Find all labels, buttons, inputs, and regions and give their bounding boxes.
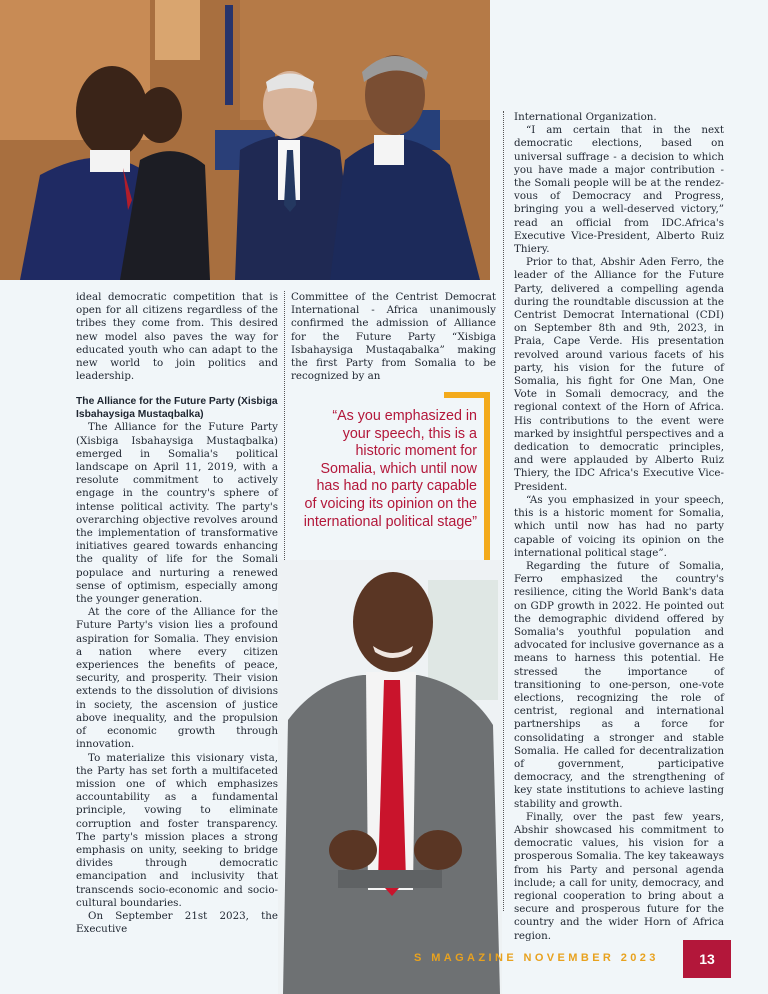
- body-paragraph: International Organization.: [514, 111, 657, 123]
- body-paragraph: Regarding the future of Somalia, Ferro emphasized the country's resilience, citing the World Bank's data on GDP growth in 2022. He pointed out the demographic dividend offered by Somalia's youthful population and advocated for inclusive governance as a means to harness this potential. He stressed the importance of transitioning to one-person, one-vote elections, recognizing the role of centrist, regional and international partnerships as a force for consolidating a stronger and stable Somalia. He called for decentralization of government, participative democracy, and the strengthening of key state institutions to achieve lasting stability and growth.: [514, 559, 724, 810]
- body-paragraph: To materialize this visionary vista, the Party has set forth a multifaceted mission one of which emphasizes accountability as a fundamental principle, vowing to eliminate corruption and foster transparency. The party's mission places a strong emphasis on unity, seeking to bridge divides through democratic emancipation and inclusivity that transcends socio-economic and socio-cultural boundaries.: [76, 751, 278, 909]
- magazine-footer: S MAGAZINE NOVEMBER 2023: [414, 952, 659, 964]
- pull-quote: “As you emphasized in your speech, this is a historic moment for Somalia, which until now has had no party capable of voicing its opinion on the international political stage”: [303, 408, 477, 530]
- body-paragraph: Prior to that, Abshir Aden Ferro, the leader of the Alliance for the Future Party, delivered a compelling agenda during the roundtable discussion at the Centrist Democrat International (CDI) on September 8th and 9th, 2023, in Praia, Cape Verde. His presentation revolved around various facets of his party, his vision for the future of Somalia, his fight for One Man, One Vote in Somali democracy, and the regional context of the Horn of Africa. His contributions to the event were marked by insightful perspectives and a dedication to democratic principles, and were applauded by Alberto Ruiz Thiery, the IDC Africa's Executive Vice-President.: [514, 256, 724, 493]
- column-divider: [503, 111, 504, 911]
- intro-paragraph: ideal democratic competition that is open for all citizens regardless of the tribes they come from. This desired new model also paves the way for educated youth who can adapt to the new world to join politics and leadership.: [76, 291, 278, 383]
- column-left: [76, 291, 278, 936]
- column-middle: [291, 291, 496, 383]
- body-paragraph: The Alliance for the Future Party (Xisbiga Isbahaysiga Mustaqbalka) emerged in Somalia's political landscape on April 11, 2019, with a resolute commitment to actively engage in the country's sphere of intense political activity. The party's overarching objective revolves around the implementation of transformative initiatives geared towards enhancing the quality of life for the Somali populace and nurturing a renewed sense of optimism, especially among the younger generation.: [76, 421, 278, 606]
- page-number: 13: [683, 940, 731, 978]
- body-paragraph: On September 21st 2023, the Executive: [76, 909, 278, 936]
- meeting-illustration: [0, 0, 490, 280]
- column-right: [514, 111, 724, 943]
- body-paragraph: Committee of the Centrist Democrat International - Africa unanimously confirmed the admission of Alliance for the Future Party “Xisbiga Isbahaysiga Mustaqabalka” making the first Party from Somalia to be recognized by an: [291, 291, 496, 383]
- body-paragraph: Finally, over the past few years, Abshir showcased his commitment to democratic values, his vision for a prosperous Somalia. The key takeaways from his Party and personal agenda include; a call for unity, democracy, and regional cooperation to bring about a secure and prosperous future for the country and the wider Horn of Africa region.: [514, 810, 724, 942]
- body-paragraph: “As you emphasized in your speech, this is a historic moment for Somalia, which until now has had no party capable of voicing its opinion on the international political stage”.: [514, 493, 724, 559]
- portrait-illustration: [278, 560, 502, 994]
- section-heading: The Alliance for the Future Party (Xisbiga Isbahaysiga Mustaqbalka): [76, 396, 278, 421]
- body-paragraph: At the core of the Alliance for the Future Party's vision lies a profound aspiration for Somalia. They envision a nation where every citizen experiences the benefits of peace, security, and prosperity. Their vision extends to the dissolution of divisions in society, the ascension of justice above inequality, and the propulsion of economic growth through innovation.: [76, 606, 278, 751]
- body-paragraph: “I am certain that in the next democratic elections, based on universal suffrage - a decision to which you have made a major contribution - the Somali people will be at the rendez-vous of Democracy and Progress, bringing you a well-deserved victory,” read an official from IDC.Africa's Executive Vice-President, Alberto Ruiz Thiery.: [514, 124, 724, 256]
- meeting-photo: [0, 0, 490, 280]
- portrait-photo: [278, 560, 502, 994]
